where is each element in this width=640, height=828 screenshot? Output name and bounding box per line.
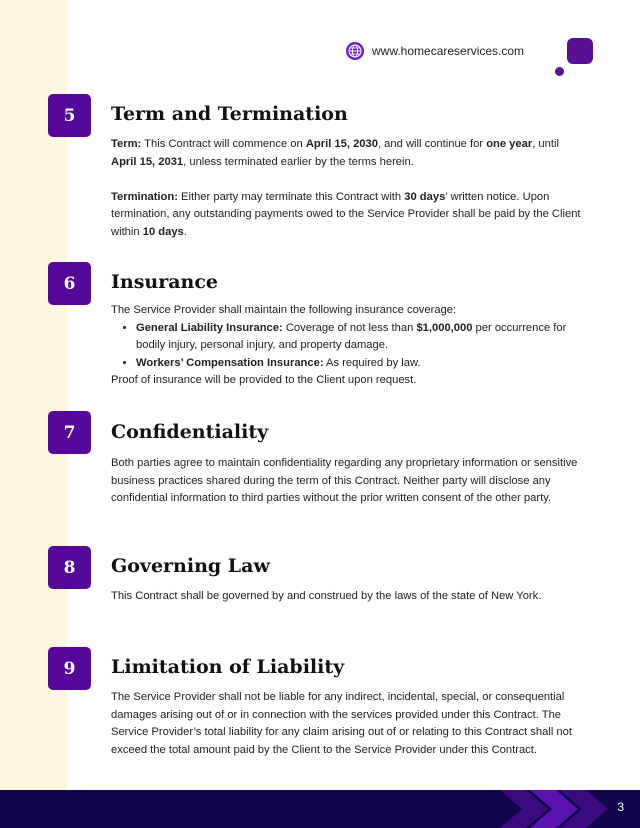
term-paragraph: Term: This Contract will commence on April 15, 2030, and will continue for one year, until April 15, 2031, unless terminated earlier by the terms herein.	[111, 138, 559, 168]
insurance-list	[111, 320, 586, 373]
website-url[interactable]: www.homecareservices.com	[372, 44, 525, 58]
section-body: This Contract shall be governed by and construed by the laws of the state of New York.	[111, 590, 542, 602]
page-number: 3	[617, 800, 624, 814]
section-title: Confidentiality	[111, 421, 269, 443]
website-header	[346, 42, 524, 60]
section-title: Governing Law	[111, 555, 270, 577]
decorative-square	[567, 38, 593, 64]
decorative-dot	[555, 67, 564, 76]
section-number-badge: 7	[48, 411, 91, 454]
globe-icon	[346, 42, 364, 60]
list-item: • General Liability Insurance: Coverage of not less than $1,000,000 per occurrence for bodily injury, personal injury, and property damage.	[136, 320, 586, 355]
section-number-badge: 5	[48, 94, 91, 137]
section-body: The Service Provider shall not be liable for any indirect, incidental, special, or consequential damages arising out of or in connection with the services provided under this Contract. The Service Provider’s total liability for any claim arising out of or relating to this Contract shall not exceed the total amount paid by the Client to the Service Provider under this Contract.	[111, 691, 572, 756]
list-item: • Workers’ Compensation Insurance: As required by law.	[136, 355, 586, 373]
section-number-badge: 9	[48, 647, 91, 690]
section-body	[111, 136, 586, 242]
termination-paragraph: Termination: Either party may terminate this Contract with 30 days’ written notice. Upon termination, any outstanding payments owed to the Service Provider shall be paid by the Client within 10 days.	[111, 190, 581, 238]
page-footer	[0, 790, 640, 828]
section-title: Insurance	[111, 271, 219, 293]
section-body: Both parties agree to maintain confidentiality regarding any proprietary information or sensitive business practices shared during the term of this Contract. Neither party will disclose any confidential information to third parties without the prior written consent of the other party.	[111, 457, 578, 505]
section-title: Limitation of Liability	[111, 656, 345, 678]
insurance-intro: The Service Provider shall maintain the following insurance coverage:	[111, 304, 457, 316]
section-body	[111, 302, 586, 390]
footer-chevrons-decoration	[0, 790, 640, 828]
section-title: Term and Termination	[111, 103, 348, 125]
section-number-badge: 6	[48, 262, 91, 305]
section-number-badge: 8	[48, 546, 91, 589]
insurance-outro: Proof of insurance will be provided to the Client upon request.	[111, 374, 417, 387]
